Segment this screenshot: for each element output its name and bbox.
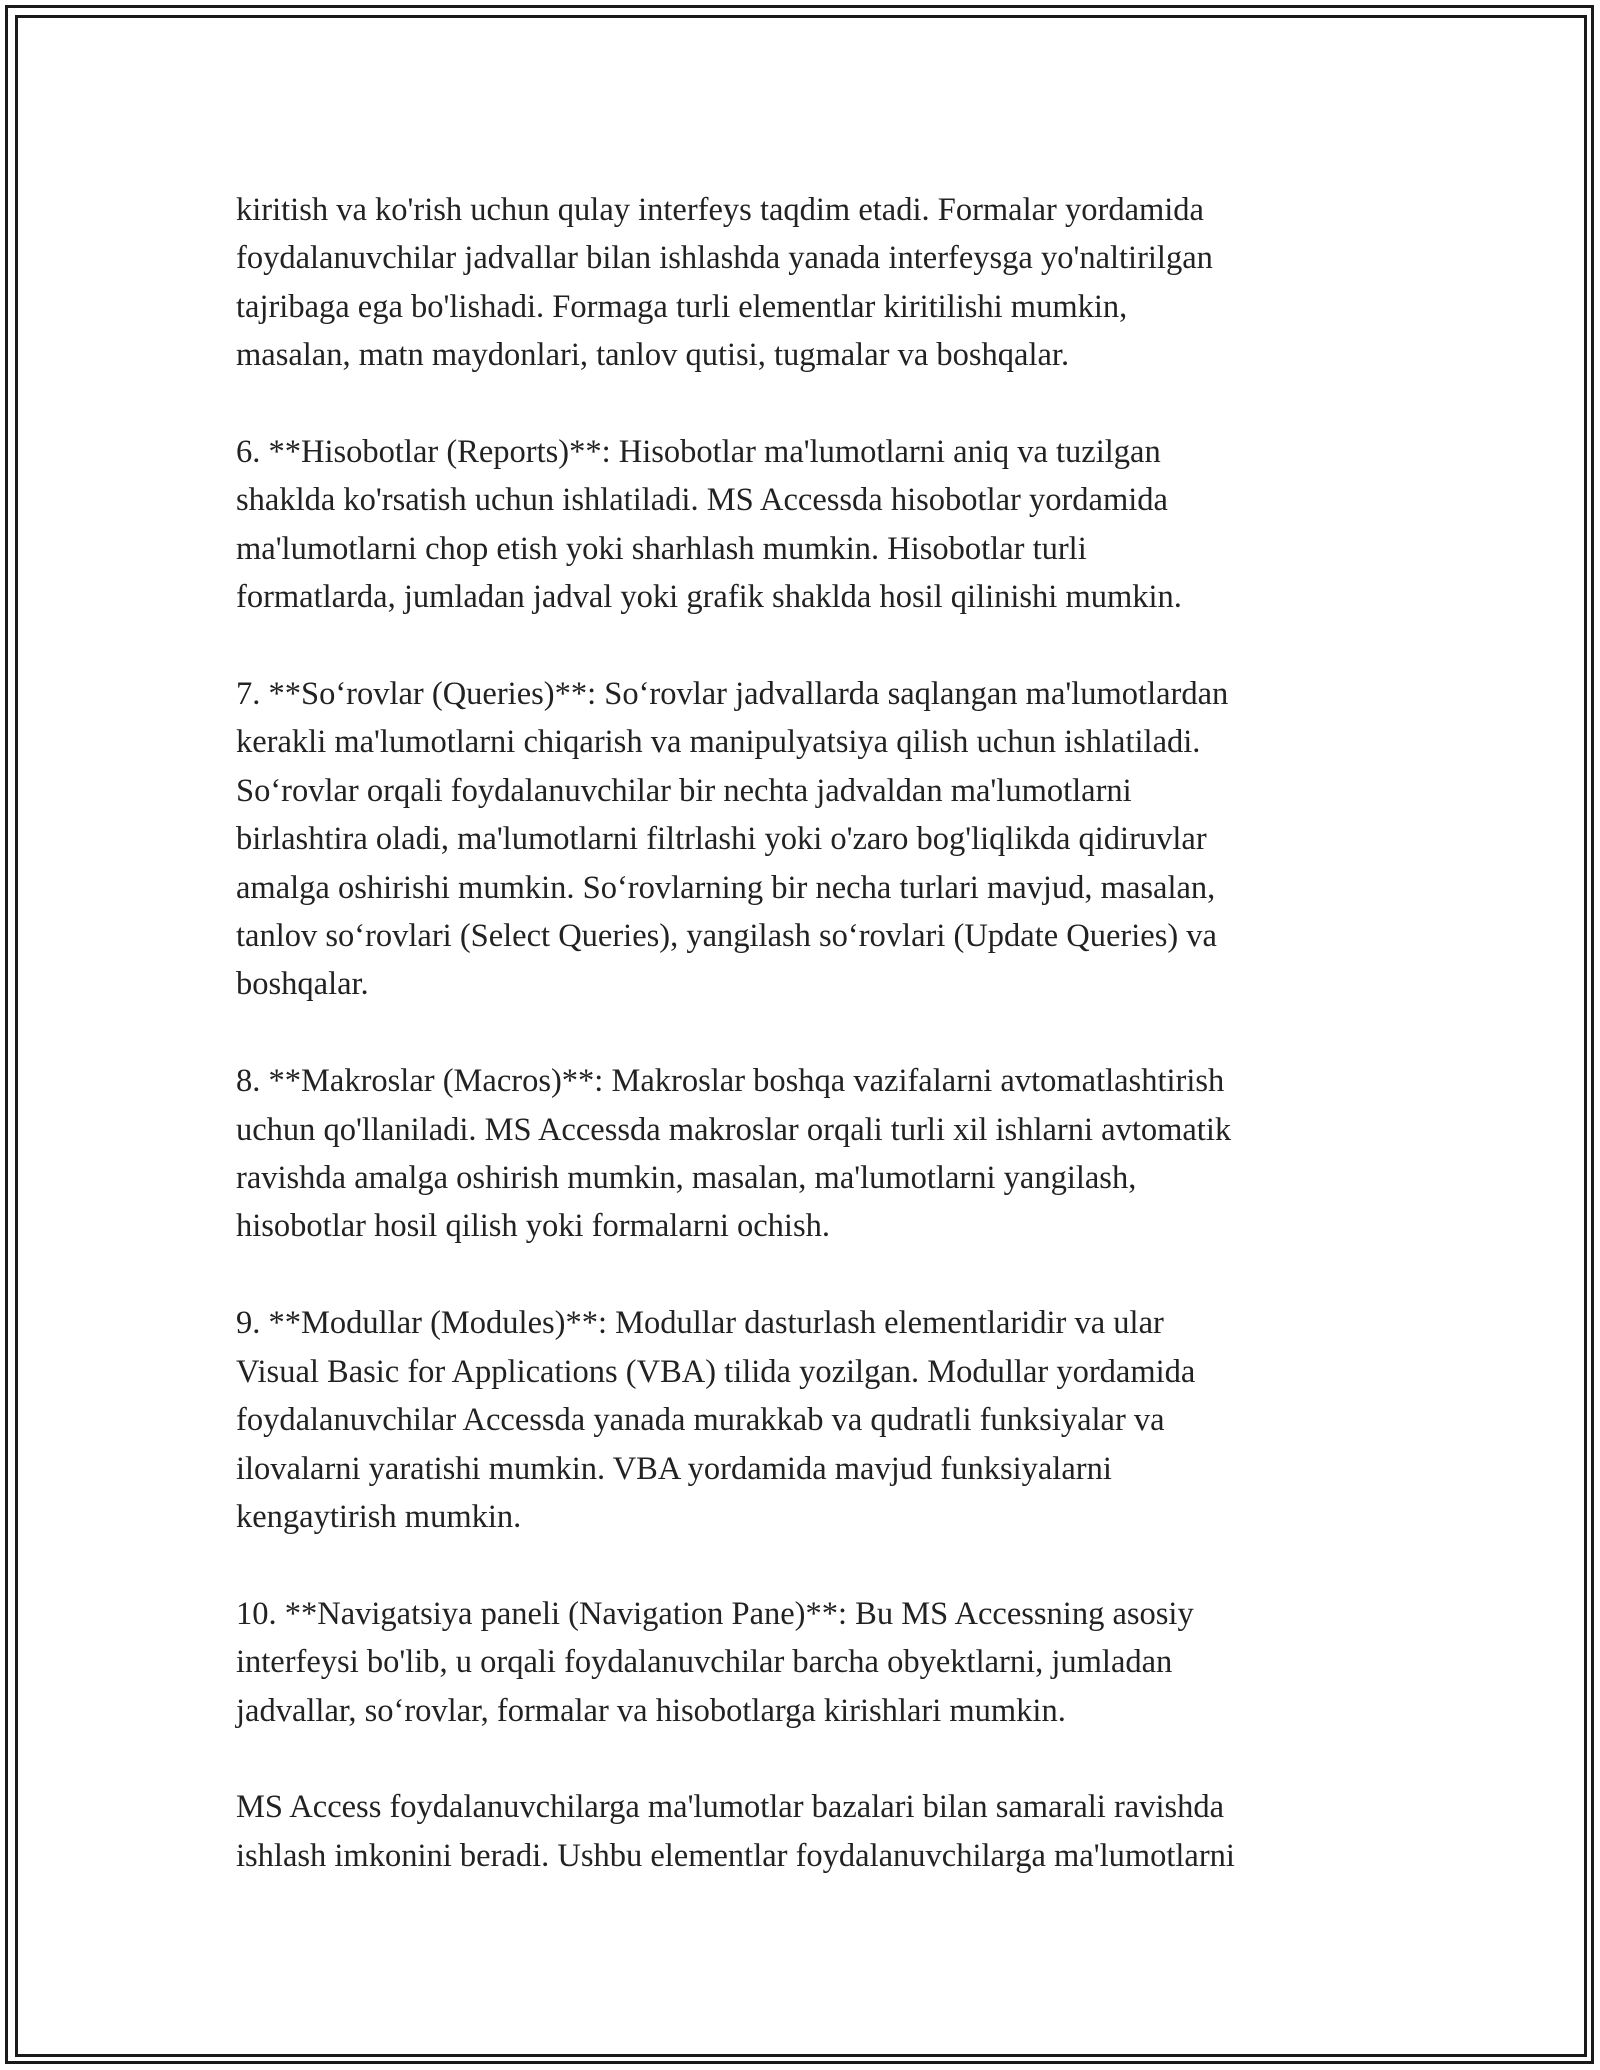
text-line: amalga oshirishi mumkin. So‘rovlarning bir necha turlari mavjud, masalan,: [236, 869, 1216, 906]
text-line: jadvallar, so‘rovlar, formalar va hisobotlarga kirishlari mumkin.: [236, 1692, 1066, 1729]
text-line: ravishda amalga oshirish mumkin, masalan, ma'lumotlarni yangilash,: [236, 1160, 1137, 1197]
text-line: 6. **Hisobotlar (Reports)**: Hisobotlar ma'lumotlarni aniq va tuzilgan: [236, 434, 1161, 471]
paragraph-queries: [236, 670, 1386, 1009]
text-line: shaklda ko'rsatish uchun ishlatiladi. MS Accessda hisobotlar yordamida: [236, 482, 1168, 519]
text-line: foydalanuvchilar jadvallar bilan ishlashda yanada interfeysga yo'naltirilgan: [236, 240, 1213, 277]
text-line: uchun qo'llaniladi. MS Accessda makroslar orqali turli xil ishlarni avtomatik: [236, 1111, 1232, 1148]
text-line: boshqalar.: [236, 966, 369, 1003]
paragraph-navigation-pane: [236, 1590, 1386, 1735]
text-line: kerakli ma'lumotlarni chiqarish va manipulyatsiya qilish uchun ishlatiladi.: [236, 724, 1201, 761]
paragraph-reports: [236, 428, 1386, 622]
paragraph-modules: [236, 1299, 1386, 1541]
text-line: kiritish va ko'rish uchun qulay interfeys taqdim etadi. Formalar yordamida: [236, 192, 1204, 228]
text-line: masalan, matn maydonlari, tanlov qutisi, tugmalar va boshqalar.: [236, 337, 1070, 374]
text-line: tajribaga ega bo'lishadi. Formaga turli elementlar kiritilishi mumkin,: [236, 288, 1128, 325]
paragraph-conclusion: [236, 1783, 1386, 1880]
text-line: ilovalarni yaratishi mumkin. VBA yordamida mavjud funksiyalarni: [236, 1450, 1112, 1487]
text-line: 8. **Makroslar (Macros)**: Makroslar boshqa vazifalarni avtomatlashtirish: [236, 1063, 1225, 1100]
text-line: birlashtira oladi, ma'lumotlarni filtrlashi yoki o'zaro bog'liqlikda qidiruvlar: [236, 821, 1207, 858]
text-line: interfeysi bo'lib, u orqali foydalanuvchilar barcha obyektlarni, jumladan: [236, 1644, 1173, 1681]
text-line: 9. **Modullar (Modules)**: Modullar dasturlash elementlaridir va ular: [236, 1305, 1164, 1342]
paragraph-macros: [236, 1057, 1386, 1251]
document-body: [236, 186, 1386, 1880]
text-line: Visual Basic for Applications (VBA) tilida yozilgan. Modullar yordamida: [236, 1353, 1196, 1390]
text-line: tanlov so‘rovlari (Select Queries), yangilash so‘rovlari (Update Queries) va: [236, 918, 1217, 955]
text-line: 10. **Navigatsiya paneli (Navigation Pane)**: Bu MS Accessning asosiy: [236, 1595, 1194, 1632]
text-line: formatlarda, jumladan jadval yoki grafik shaklda hosil qilinishi mumkin.: [236, 579, 1182, 616]
text-line: hisobotlar hosil qilish yoki formalarni ochish.: [236, 1208, 830, 1245]
text-line: So‘rovlar orqali foydalanuvchilar bir nechta jadvaldan ma'lumotlarni: [236, 772, 1132, 809]
text-line: MS Access foydalanuvchilarga ma'lumotlar bazalari bilan samarali ravishda: [236, 1789, 1225, 1826]
paragraph-forms-continued: [236, 186, 1386, 380]
text-line: kengaytirish mumkin.: [236, 1498, 522, 1535]
text-line: ma'lumotlarni chop etish yoki sharhlash mumkin. Hisobotlar turli: [236, 530, 1087, 567]
text-line: 7. **So‘rovlar (Queries)**: So‘rovlar jadvallarda saqlangan ma'lumotlardan: [236, 676, 1229, 713]
text-line: ishlash imkonini beradi. Ushbu elementlar foydalanuvchilarga ma'lumotlarni: [236, 1837, 1235, 1874]
text-line: foydalanuvchilar Accessda yanada murakkab va qudratli funksiyalar va: [236, 1402, 1165, 1439]
